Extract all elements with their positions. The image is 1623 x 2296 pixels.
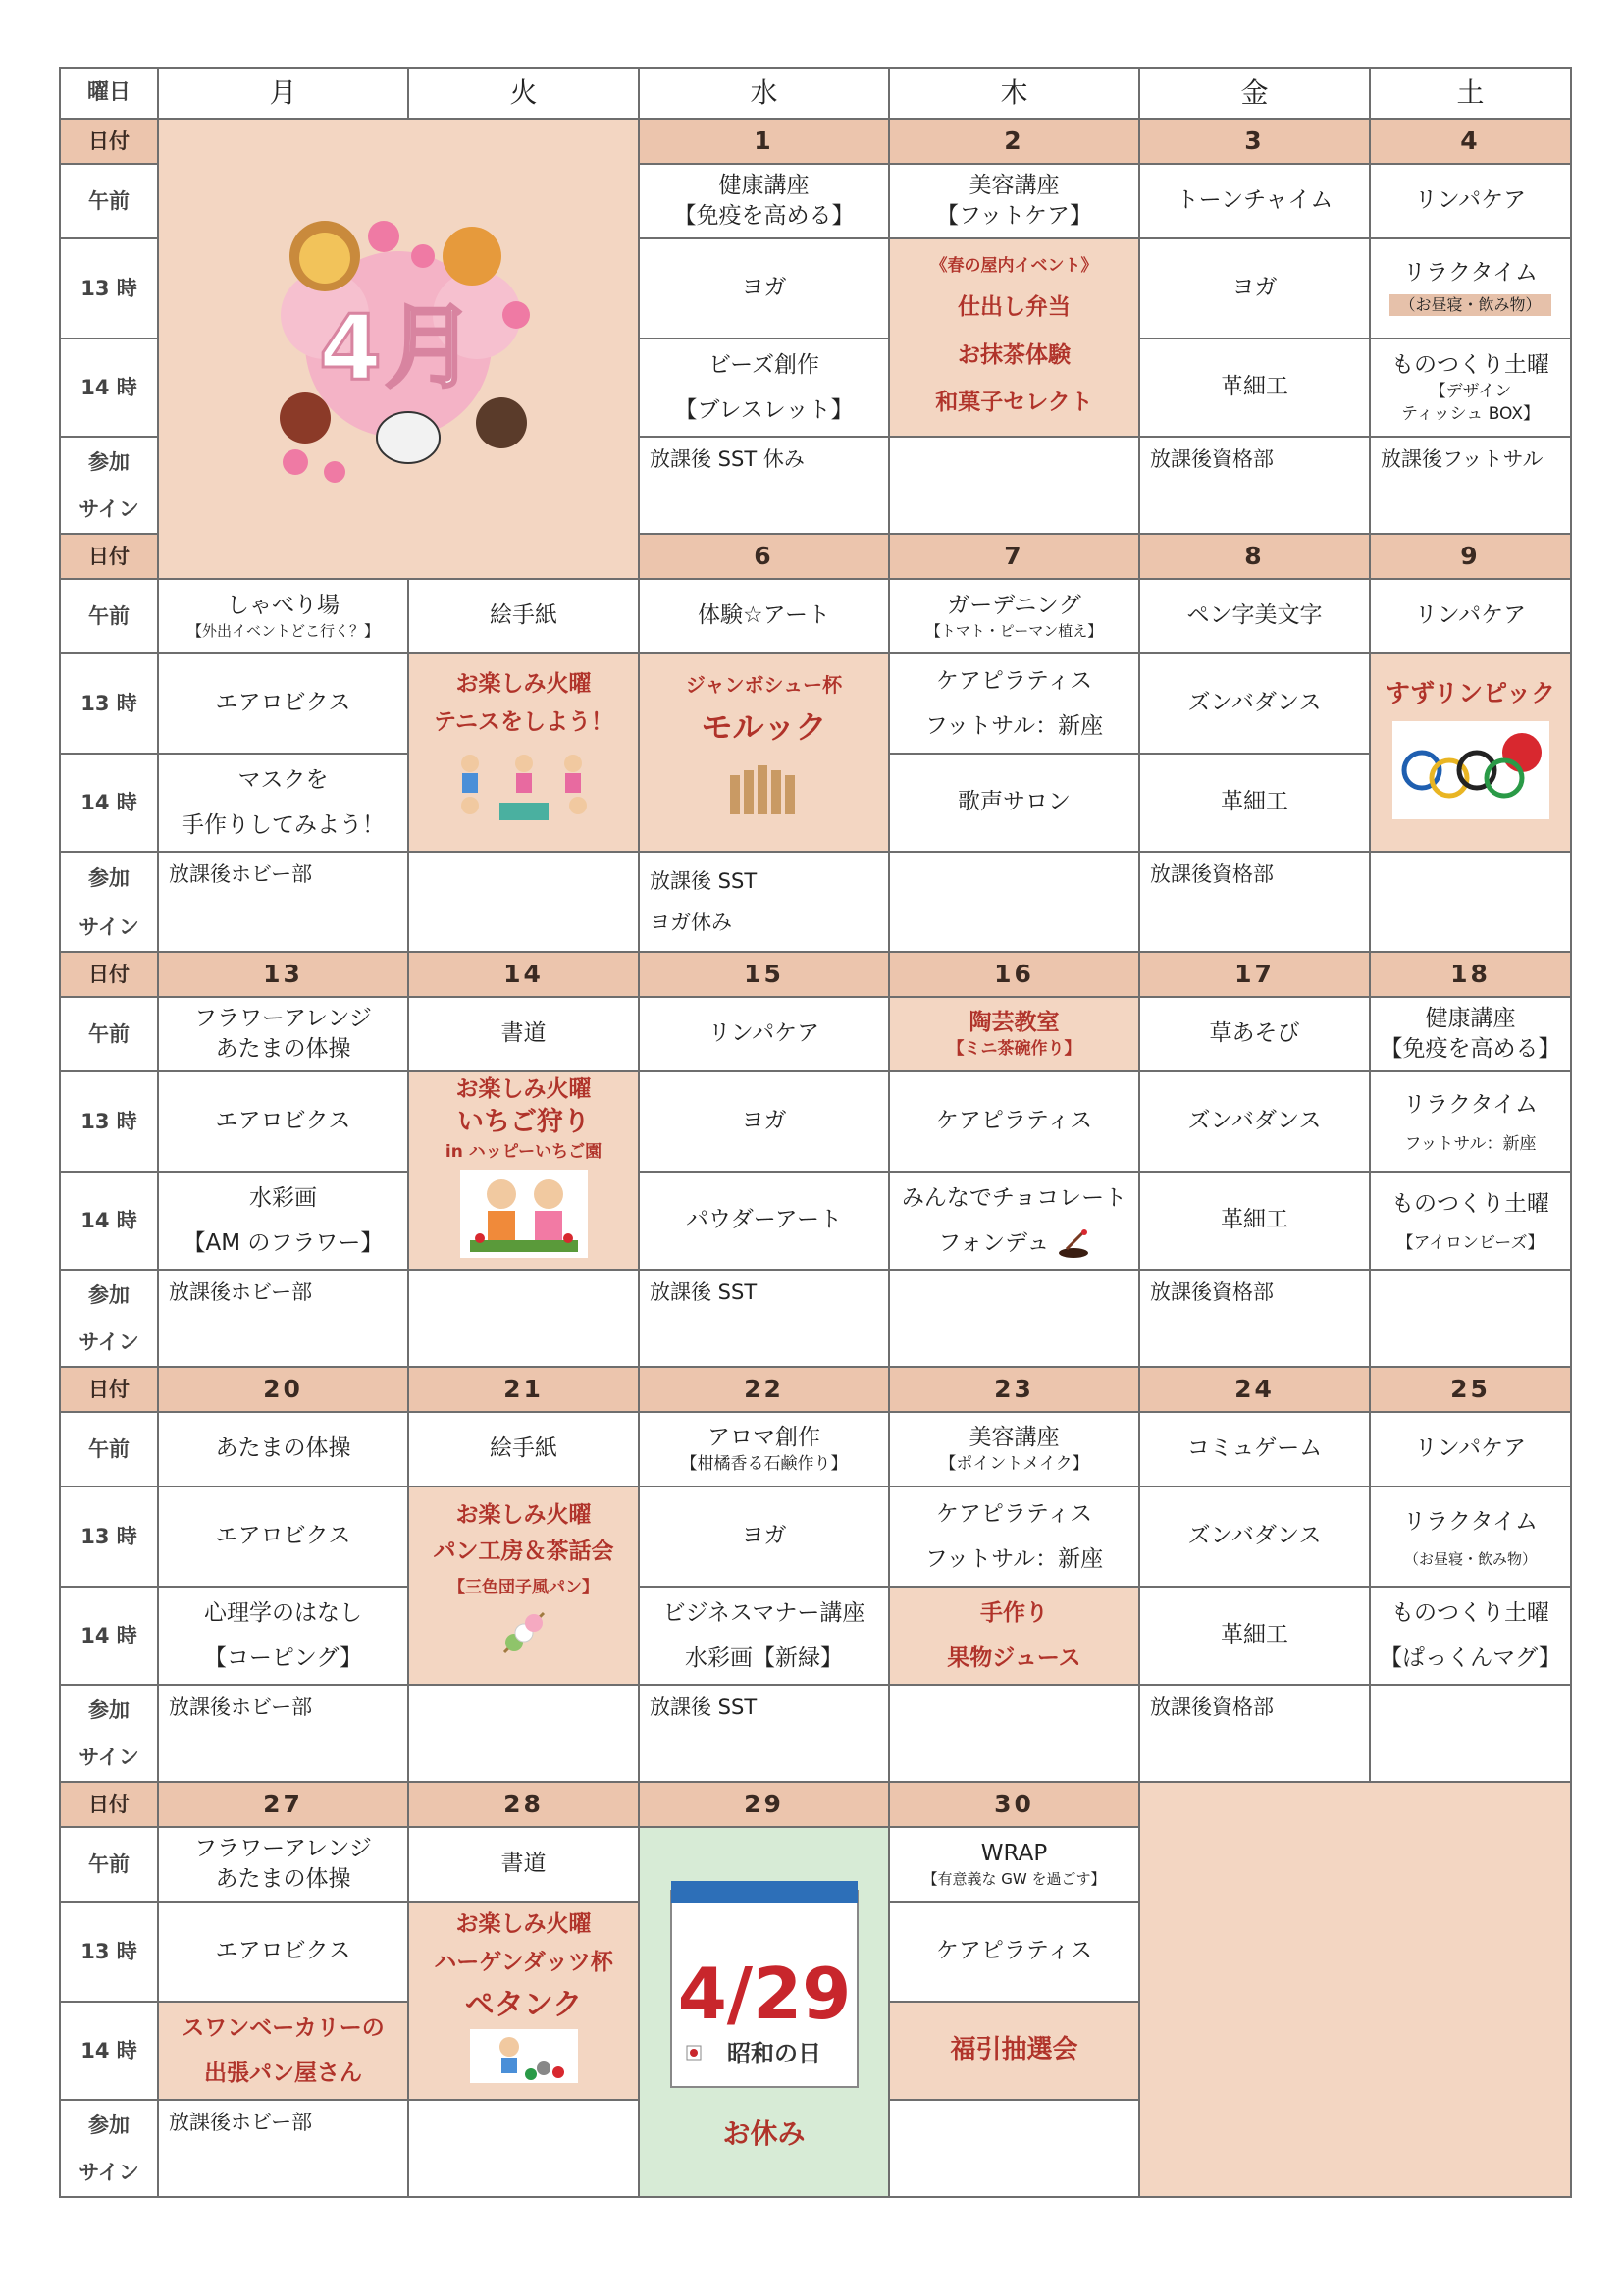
molkky-pins-icon	[720, 756, 809, 824]
week4-14-row	[60, 1587, 1571, 1685]
date-label: 日付	[60, 1367, 158, 1412]
sign-cell: 放課後 SST	[639, 1685, 889, 1782]
week3-am-row	[60, 997, 1571, 1071]
pm14-label: 14 時	[60, 754, 158, 852]
activity-cell: ズンバダンス	[1139, 1487, 1370, 1587]
week5-date-row	[60, 1782, 1571, 1827]
activity-cell: フラワーアレンジ あたまの体操	[158, 1827, 408, 1902]
activity-cell: フラワーアレンジ あたまの体操	[158, 997, 408, 1071]
holiday-name: 昭和の日	[726, 2040, 821, 2068]
activity-cell: しゃべり場 【外出イベントどこ行く？】	[158, 579, 408, 653]
activity-cell: ケアピラティス フットサル：新座	[889, 653, 1139, 754]
holiday-date: 4/29	[677, 1953, 851, 2036]
pm14-label: 14 時	[60, 1172, 158, 1270]
pm14-label: 14 時	[60, 339, 158, 437]
activity-cell: みんなでチョコレート フォンデュ	[889, 1172, 1139, 1270]
sign-cell: 放課後資格部	[1139, 1270, 1370, 1367]
activity-cell: ヨガ	[639, 238, 889, 339]
week3-13-row	[60, 1071, 1571, 1172]
activity-cell: あたまの体操	[158, 1412, 408, 1487]
activity-cell: ペン字美文字	[1139, 579, 1370, 653]
sign-cell: 放課後 SST	[639, 1270, 889, 1367]
activity-cell: 革細工	[1139, 1587, 1370, 1685]
olympic-rings-icon	[1392, 721, 1549, 819]
activity-cell: リンパケア	[639, 997, 889, 1071]
activity-cell: エアロビクス	[158, 1902, 408, 2002]
date-cell: 27	[158, 1782, 408, 1827]
date-cell: 23	[889, 1367, 1139, 1412]
date-cell: 20	[158, 1367, 408, 1412]
event-cell: 陶芸教室 【ミニ茶碗作り】	[889, 997, 1139, 1071]
am-label: 午前	[60, 579, 158, 653]
date-cell: 1	[639, 119, 889, 164]
activity-cell: エアロビクス	[158, 1487, 408, 1587]
sign-cell	[1370, 1270, 1571, 1367]
date-cell: 28	[408, 1782, 639, 1827]
pm13-label: 13 時	[60, 653, 158, 754]
sign-bottom-label: サイン	[60, 487, 158, 534]
activity-cell: ガーデニング 【トマト・ピーマン植え】	[889, 579, 1139, 653]
strawberry-picking-icon	[460, 1170, 588, 1258]
activity-cell: 美容講座 【ポイントメイク】	[889, 1412, 1139, 1487]
date-cell: 17	[1139, 952, 1370, 997]
date-cell: 16	[889, 952, 1139, 997]
petanque-icon	[470, 2029, 578, 2083]
sign-cell	[889, 852, 1139, 952]
empty-month-end	[1139, 1782, 1571, 2197]
date-cell: 22	[639, 1367, 889, 1412]
sign-bottom-label: サイン	[60, 1735, 158, 1782]
activity-cell: ズンバダンス	[1139, 1071, 1370, 1172]
date-cell: 13	[158, 952, 408, 997]
pm13-label: 13 時	[60, 1071, 158, 1172]
weekday-mon: 月	[158, 68, 408, 119]
sign-cell	[889, 2100, 1139, 2197]
date-cell: 9	[1370, 534, 1571, 579]
activity-cell: エアロビクス	[158, 1071, 408, 1172]
date-cell: 6	[639, 534, 889, 579]
activity-cell: 絵手紙	[408, 579, 639, 653]
activity-cell: ものつくり土曜 【デザイン ティッシュ BOX】	[1370, 339, 1571, 437]
date-cell: 7	[889, 534, 1139, 579]
weekday-header	[60, 68, 1571, 119]
activity-cell: エアロビクス	[158, 653, 408, 754]
sign-cell: 放課後ホビー部	[158, 1685, 408, 1782]
activity-cell: リラクタイム フットサル：新座	[1370, 1071, 1571, 1172]
weekday-sat: 土	[1370, 68, 1571, 119]
event-cell: すずリンピック	[1370, 653, 1571, 852]
date-cell: 24	[1139, 1367, 1370, 1412]
activity-cell: WRAP 【有意義な GW を過ごす】	[889, 1827, 1139, 1902]
week4-am-row	[60, 1412, 1571, 1487]
activity-cell: 書道	[408, 1827, 639, 1902]
week2-13-row	[60, 653, 1571, 754]
date-label: 日付	[60, 534, 158, 579]
sign-bottom-label: サイン	[60, 1320, 158, 1367]
date-cell: 8	[1139, 534, 1370, 579]
activity-cell: 絵手紙	[408, 1412, 639, 1487]
activity-cell: 革細工	[1139, 754, 1370, 852]
sign-bottom-label: サイン	[60, 2150, 158, 2197]
sign-cell: 放課後資格部	[1139, 852, 1370, 952]
sign-cell	[1370, 852, 1571, 952]
pm13-label: 13 時	[60, 1487, 158, 1587]
sign-top-label: 参加	[60, 437, 158, 487]
event-cell: 福引抽選会	[889, 2002, 1139, 2100]
pm13-label: 13 時	[60, 1902, 158, 2002]
date-label: 日付	[60, 1782, 158, 1827]
event-cell: お楽しみ火曜 テニスをしよう！	[408, 653, 639, 852]
pm14-label: 14 時	[60, 1587, 158, 1685]
activity-cell: 革細工	[1139, 339, 1370, 437]
activity-cell: パウダーアート	[639, 1172, 889, 1270]
week2-am-row	[60, 579, 1571, 653]
sign-top-label: 参加	[60, 1685, 158, 1735]
sign-top-label: 参加	[60, 852, 158, 904]
sign-top-label: 参加	[60, 2100, 158, 2150]
activity-cell: 体験☆アート	[639, 579, 889, 653]
weekday-tue: 火	[408, 68, 639, 119]
date-cell: 14	[408, 952, 639, 997]
sign-cell: 放課後 SST ヨガ休み	[639, 852, 889, 952]
sign-cell	[408, 1270, 639, 1367]
event-cell: お楽しみ火曜 パン工房＆茶話会 【三色団子風パン】	[408, 1487, 639, 1685]
activity-cell: リンパケア	[1370, 579, 1571, 653]
pm13-label: 13 時	[60, 238, 158, 339]
sign-cell: 放課後ホビー部	[158, 1270, 408, 1367]
week3-date-row	[60, 952, 1571, 997]
activity-cell: ビーズ創作 【ブレスレット】	[639, 339, 889, 437]
activity-cell: リラクタイム （お昼寝・飲み物）	[1370, 1487, 1571, 1587]
am-label: 午前	[60, 1827, 158, 1902]
activity-cell: ケアピラティス	[889, 1902, 1139, 2002]
activity-cell: マスクを 手作りしてみよう！	[158, 754, 408, 852]
sign-bottom-label: サイン	[60, 904, 158, 952]
activity-cell: リラクタイム （お昼寝・飲み物）	[1370, 238, 1571, 339]
activity-cell: ヨガ	[639, 1071, 889, 1172]
week4-date-row	[60, 1367, 1571, 1412]
week3-14-row	[60, 1172, 1571, 1270]
date-cell: 21	[408, 1367, 639, 1412]
event-cell: お楽しみ火曜 ハーゲンダッツ杯 ペタンク	[408, 1902, 639, 2100]
weekday-fri: 金	[1139, 68, 1370, 119]
sign-cell: 放課後資格部	[1139, 437, 1370, 534]
sign-cell: 放課後ホビー部	[158, 852, 408, 952]
week4-13-row	[60, 1487, 1571, 1587]
sign-cell: 放課後フットサル	[1370, 437, 1571, 534]
chocolate-fondue-icon	[1057, 1229, 1090, 1259]
month-title-cell	[158, 119, 639, 579]
activity-cell: 美容講座 【フットケア】	[889, 164, 1139, 238]
april-animals-flower-icon	[236, 197, 560, 492]
weekday-label: 曜日	[60, 68, 158, 119]
activity-cell: 心理学のはなし 【コーピング】	[158, 1587, 408, 1685]
date-label: 日付	[60, 952, 158, 997]
sign-cell	[889, 1685, 1139, 1782]
date-cell: 18	[1370, 952, 1571, 997]
am-label: 午前	[60, 997, 158, 1071]
sign-cell	[408, 852, 639, 952]
event-cell: ジャンボシュー杯 モルック	[639, 653, 889, 852]
sign-cell: 放課後資格部	[1139, 1685, 1370, 1782]
activity-cell: ケアピラティス フットサル：新座	[889, 1487, 1139, 1587]
date-cell: 2	[889, 119, 1139, 164]
tennis-players-icon	[450, 749, 598, 827]
activity-cell: リンパケア	[1370, 164, 1571, 238]
week1-date-row	[60, 119, 1571, 164]
weekday-thu: 木	[889, 68, 1139, 119]
date-cell: 15	[639, 952, 889, 997]
holiday-text: お休み	[722, 2117, 806, 2151]
activity-cell: 草あそび	[1139, 997, 1370, 1071]
sign-cell	[889, 1270, 1139, 1367]
activity-cell: 水彩画 【AM のフラワー】	[158, 1172, 408, 1270]
week4-sign-row	[60, 1685, 1571, 1735]
am-label: 午前	[60, 1412, 158, 1487]
month-title: 4月	[318, 295, 479, 401]
activity-cell: ケアピラティス	[889, 1071, 1139, 1172]
monthly-schedule	[59, 67, 1570, 2198]
activity-cell: 書道	[408, 997, 639, 1071]
weekday-wed: 水	[639, 68, 889, 119]
week2-sign-row	[60, 852, 1571, 904]
date-cell: 29	[639, 1782, 889, 1827]
schedule-table	[59, 67, 1572, 2198]
activity-cell: リンパケア	[1370, 1412, 1571, 1487]
sign-cell	[889, 437, 1139, 534]
week3-sign-row	[60, 1270, 1571, 1320]
event-cell: お楽しみ火曜 いちご狩り in ハッピーいちご園	[408, 1071, 639, 1270]
sign-cell: 放課後ホビー部	[158, 2100, 408, 2197]
activity-cell: 歌声サロン	[889, 754, 1139, 852]
activity-cell: ビジネスマナー講座 水彩画【新緑】	[639, 1587, 889, 1685]
dango-bread-icon	[495, 1603, 553, 1662]
activity-cell: 健康講座 【免疫を高める】	[1370, 997, 1571, 1071]
activity-cell: ヨガ	[1139, 238, 1370, 339]
am-label: 午前	[60, 164, 158, 238]
date-cell: 25	[1370, 1367, 1571, 1412]
activity-cell: ものつくり土曜 【アイロンビーズ】	[1370, 1172, 1571, 1270]
activity-cell: コミュゲーム	[1139, 1412, 1370, 1487]
event-cell: 手作り 果物ジュース	[889, 1587, 1139, 1685]
sign-top-label: 参加	[60, 1270, 158, 1320]
activity-cell: ズンバダンス	[1139, 653, 1370, 754]
event-cell: スワンベーカリーの 出張パン屋さん	[158, 2002, 408, 2100]
date-cell: 30	[889, 1782, 1139, 1827]
holiday-cell	[639, 1827, 889, 2197]
date-cell: 3	[1139, 119, 1370, 164]
date-cell: 4	[1370, 119, 1571, 164]
sign-cell	[408, 2100, 639, 2197]
event-cell: 《春の屋内イベント》 仕出し弁当 お抹茶体験 和菓子セレクト	[889, 238, 1139, 437]
sign-cell	[1370, 1685, 1571, 1782]
activity-cell: アロマ創作 【柑橘香る石鹸作り】	[639, 1412, 889, 1487]
sign-cell	[408, 1685, 639, 1782]
date-label: 日付	[60, 119, 158, 164]
activity-cell: ものつくり土曜 【ぱっくんマグ】	[1370, 1587, 1571, 1685]
activity-cell: トーンチャイム	[1139, 164, 1370, 238]
activity-cell: ヨガ	[639, 1487, 889, 1587]
activity-cell: 革細工	[1139, 1172, 1370, 1270]
activity-cell: 健康講座 【免疫を高める】	[639, 164, 889, 238]
sign-cell: 放課後 SST 休み	[639, 437, 889, 534]
pm14-label: 14 時	[60, 2002, 158, 2100]
calendar-4-29-icon	[661, 1871, 867, 2097]
